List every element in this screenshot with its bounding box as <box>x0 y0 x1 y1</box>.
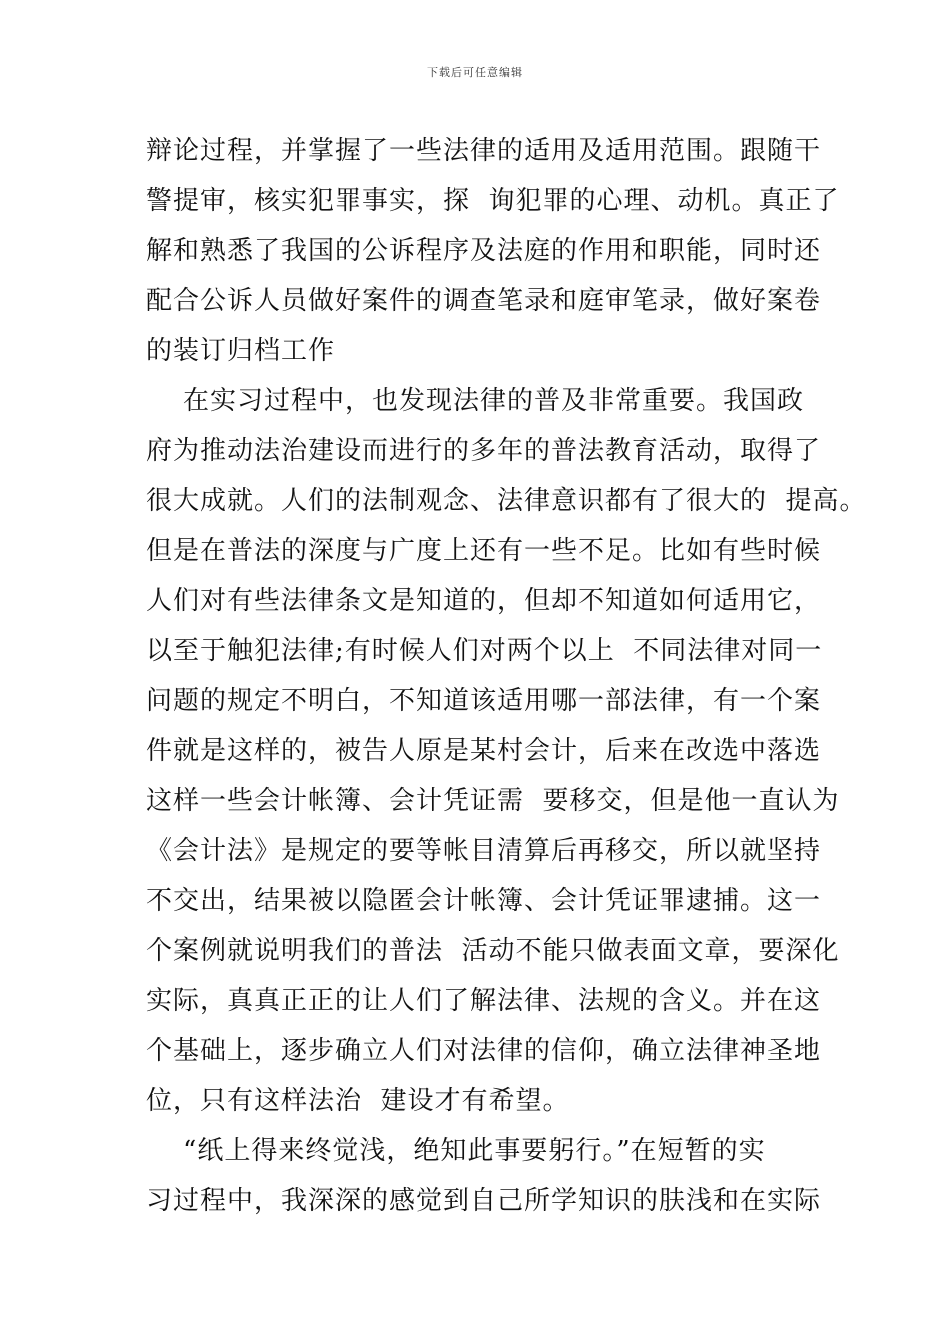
document-body <box>146 126 867 1226</box>
text-line-13: 件就是这样的，被告人原是某村会计，后来在改选中落选 <box>146 736 822 766</box>
text-line-17: 个案例就说明我们的普法 活动不能只做表面文章，要深化 <box>146 936 840 966</box>
text-line-6: 在实习过程中，也发现法律的普及非常重要。我国政 <box>146 386 805 416</box>
text-line-14: 这样一些会计帐簿、会计凭证需 要移交，但是他一直认为 <box>146 786 840 816</box>
text-line-19: 个基础上，逐步确立人们对法律的信仰，确立法律神圣地 <box>146 1036 822 1066</box>
text-line-3: 解和熟悉了我国的公诉程序及法庭的作用和职能，同时还 <box>146 236 822 266</box>
text-line-11: 以至于触犯法律;有时候人们对两个以上 不同法律对同一 <box>146 636 823 666</box>
text-line-4: 配合公诉人员做好案件的调查笔录和庭审笔录，做好案卷 <box>146 286 822 316</box>
text-line-7: 府为推动法治建设而进行的多年的普法教育活动，取得了 <box>146 436 822 466</box>
text-line-5: 的装订归档工作 <box>146 336 336 366</box>
text-line-15: 《会计法》是规定的要等帐目清算后再移交，所以就坚持 <box>146 836 822 866</box>
text-line-21: “纸上得来终觉浅，绝知此事要躬行。”在短暂的实 <box>146 1136 766 1166</box>
page-header: 下载后可任意编辑 <box>427 66 523 79</box>
text-line-16: 不交出，结果被以隐匿会计帐簿、会计凭证罪逮捕。这一 <box>146 886 822 916</box>
text-line-10: 人们对有些法律条文是知道的，但却不知道如何适用它， <box>146 586 822 616</box>
text-line-18: 实际，真真正正的让人们了解法律、法规的含义。并在这 <box>146 986 822 1016</box>
text-line-1: 辩论过程，并掌握了一些法律的适用及适用范围。跟随干 <box>146 136 822 166</box>
text-line-8: 很大成就。人们的法制观念、法律意识都有了很大的 提高。 <box>146 486 867 516</box>
text-line-2: 警提审，核实犯罪事实，探 询犯罪的心理、动机。真正了 <box>146 186 840 216</box>
text-line-20: 位，只有这样法治 建设才有希望。 <box>146 1086 570 1116</box>
text-line-9: 但是在普法的深度与广度上还有一些不足。比如有些时候 <box>146 536 822 566</box>
text-line-22: 习过程中，我深深的感觉到自己所学知识的肤浅和在实际 <box>146 1186 822 1216</box>
text-line-12: 问题的规定不明白，不知道该适用哪一部法律，有一个案 <box>146 686 822 716</box>
